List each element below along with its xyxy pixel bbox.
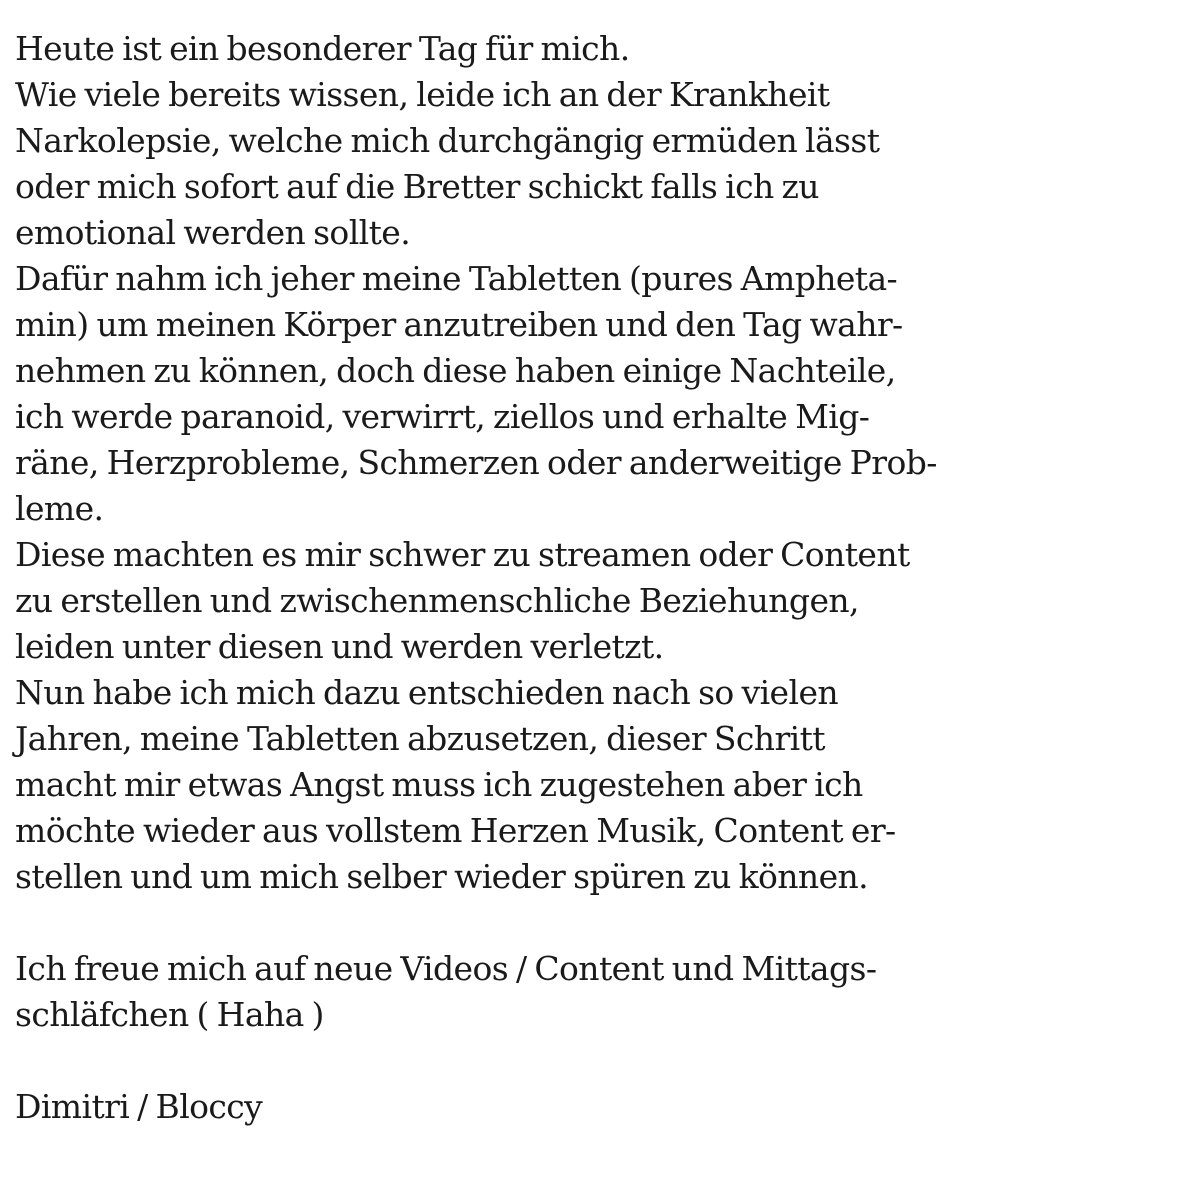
text-line: macht mir etwas Angst muss ich zugestehen aber ich (15, 765, 863, 804)
text-line: leme. (15, 489, 104, 528)
text-line: nehmen zu können, doch diese haben einige Nachteile, (15, 351, 896, 390)
letter-text (15, 26, 1185, 1130)
paragraph-spacer (15, 900, 1185, 946)
text-line: min) um meinen Körper anzutreiben und den Tag wahr- (15, 305, 903, 344)
closing-line: schläfchen ( Haha ) (15, 995, 324, 1034)
paragraph-spacer (15, 1038, 1185, 1084)
signature: Dimitri / Bloccy (15, 1087, 263, 1126)
text-line: oder mich sofort auf die Bretter schickt falls ich zu (15, 167, 819, 206)
closing-line: Ich freue mich auf neue Videos / Content und Mittags- (15, 949, 877, 988)
text-line: Dafür nahm ich jeher meine Tabletten (pures Amphetа- (15, 259, 898, 298)
text-line: zu erstellen und zwischenmenschliche Beziehungen, (15, 581, 859, 620)
text-line: Nun habe ich mich dazu entschieden nach so vielen (15, 673, 839, 712)
text-line: Diese machten es mir schwer zu streamen oder Content (15, 535, 910, 574)
text-line: leiden unter diesen und werden verletzt. (15, 627, 664, 666)
text-line: räne, Herzprobleme, Schmerzen oder anderweitige Prob- (15, 443, 937, 482)
text-line: möchte wieder aus vollstem Herzen Musik, Content er- (15, 811, 896, 850)
text-line: emotional werden sollte. (15, 213, 411, 252)
text-line: Narkolepsie, welche mich durchgängig ermüden lässt (15, 121, 880, 160)
text-line: ich werde paranoid, verwirrt, ziellos und erhalte Mig- (15, 397, 870, 436)
text-line: Jahren, meine Tabletten abzusetzen, dieser Schritt (15, 719, 825, 758)
text-line: Heute ist ein besonderer Tag für mich. (15, 29, 630, 68)
text-line: Wie viele bereits wissen, leide ich an der Krankheit (15, 75, 830, 114)
text-line: stellen und um mich selber wieder spüren zu können. (15, 857, 869, 896)
